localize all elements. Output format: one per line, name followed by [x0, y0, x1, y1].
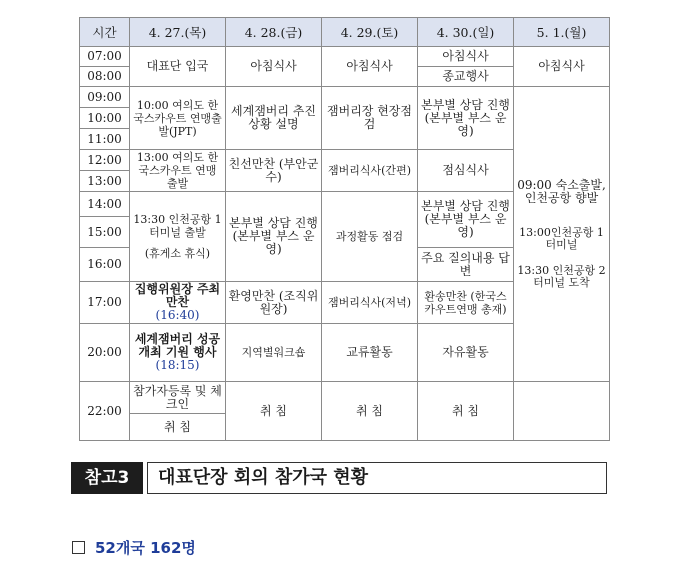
section-title: 대표단장 회의 참가국 현황: [147, 462, 607, 494]
time-cell: 14:00: [80, 192, 130, 217]
cell-01-depart-text: 09:00 숙소출발, 인천공항 향발: [517, 178, 606, 205]
cell-30-free: 자유활동: [418, 324, 514, 382]
time-cell: 07:00: [80, 47, 130, 67]
cell-28-workshop: 지역별워크숍: [226, 324, 322, 382]
cell-29-dinner: 잼버리식사(저녁): [322, 282, 418, 324]
header-day: 4. 27.(목): [130, 18, 226, 47]
cell-27-ceremony: [130, 324, 226, 382]
cell-27-checkin: 참가자등록 및 체크인: [130, 382, 226, 414]
cell-28-briefing: 세계잼버리 추진상황 설명: [226, 87, 322, 150]
time-cell: 08:00: [80, 67, 130, 87]
header-day: 4. 30.(일): [418, 18, 514, 47]
cell-29-breakfast: 아침식사: [322, 47, 418, 87]
checkbox-square-icon: [72, 541, 85, 554]
time-cell: 22:00: [80, 382, 130, 441]
cell-27-arrival: 대표단 입국: [130, 47, 226, 87]
cell-28-breakfast: 아침식사: [226, 47, 322, 87]
cell-27-sleep: 취 침: [130, 414, 226, 441]
cell-27-depart-2: 13:00 여의도 한국스카우트 연맹 출발: [130, 150, 226, 192]
time-cell: 17:00: [80, 282, 130, 324]
cell-01-terminal1: 13:00인천공항 1터미널: [519, 226, 604, 251]
cell-27-dinner-time: (16:40): [155, 308, 200, 322]
cell-27-ceremony-time: (18:15): [155, 358, 200, 372]
cell-27-dinner: [130, 282, 226, 324]
cell-30-breakfast: 아침식사: [418, 47, 514, 67]
schedule-table: [79, 17, 610, 441]
cell-28-dinner: 친선만찬 (부안군수): [226, 150, 322, 192]
time-cell: 09:00: [80, 87, 130, 108]
cell-29-check: 과정활동 점검: [322, 192, 418, 282]
cell-01-empty: [514, 382, 610, 441]
cell-30-farewell: 환송만찬 (한국스카우트연맹 총재): [418, 282, 514, 324]
time-cell: 12:00: [80, 150, 130, 171]
cell-27-airport: [130, 192, 226, 282]
cell-28-sleep: 취 침: [226, 382, 322, 441]
cell-29-meal: 잼버리식사(간편): [322, 150, 418, 192]
cell-29-exchange: 교류활동: [322, 324, 418, 382]
time-cell: 16:00: [80, 248, 130, 282]
cell-30-lunch: 점심식사: [418, 150, 514, 192]
cell-28-welcome: 환영만찬 (조직위원장): [226, 282, 322, 324]
cell-01-terminal2: 13:30 인천공항 2터미널 도착: [517, 264, 606, 289]
cell-27-airport-text: 13:30 인천공항 1터미널 출발: [133, 213, 222, 239]
header-day: 4. 28.(금): [226, 18, 322, 47]
time-cell: 15:00: [80, 217, 130, 248]
cell-27-dinner-text: 집행위원장 주최만찬: [134, 282, 221, 309]
cell-01-breakfast: 아침식사: [514, 47, 610, 87]
cell-28-consult: 본부별 상담 진행 (본부별 부스 운영): [226, 192, 322, 282]
section-heading: [71, 462, 607, 494]
bullet-item: [72, 537, 196, 558]
cell-27-depart-jpt: 10:00 여의도 한국스카우트 연맹출발(JPT): [130, 87, 226, 150]
cell-30-consult-2: 본부별 상담 진행 (본부별 부스 운영): [418, 192, 514, 248]
cell-29-inspection: 잼버리장 현장점검: [322, 87, 418, 150]
header-day: 5. 1.(월): [514, 18, 610, 47]
cell-29-sleep: 취 침: [322, 382, 418, 441]
header-day: 4. 29.(토): [322, 18, 418, 47]
header-time: 시간: [80, 18, 130, 47]
cell-30-qa: 주요 질의내용 답변: [418, 248, 514, 282]
cell-27-rest: (휴게소 휴식): [144, 247, 211, 260]
header-row: [80, 18, 610, 47]
cell-27-ceremony-text: 세계잼버리 성공개최 기원 행사: [134, 332, 221, 359]
time-cell: 13:00: [80, 171, 130, 192]
bullet-text: 52개국 162명: [95, 539, 196, 557]
cell-30-sleep: 취 침: [418, 382, 514, 441]
section-tag: 참고3: [71, 462, 143, 494]
cell-30-religious: 종교행사: [418, 67, 514, 87]
time-cell: 11:00: [80, 129, 130, 150]
cell-30-consult: 본부별 상담 진행 (본부별 부스 운영): [418, 87, 514, 150]
time-cell: 20:00: [80, 324, 130, 382]
time-cell: 10:00: [80, 108, 130, 129]
cell-01-departure: [514, 87, 610, 382]
